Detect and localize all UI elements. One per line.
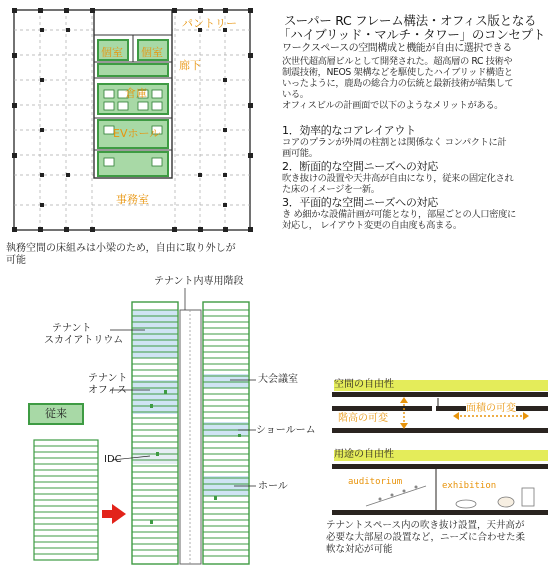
point-3-heading: 3．平面的な空間ニーズへの対応 bbox=[282, 196, 438, 209]
label-room-a: 個室 bbox=[101, 46, 123, 59]
label-conference: 大会議室 bbox=[258, 374, 298, 385]
label-ev-hall: EVホール bbox=[113, 127, 161, 140]
label-tenant-stair: テナント内専用階段 bbox=[154, 276, 244, 287]
label-hall: ホール bbox=[258, 481, 288, 492]
label-office: 事務室 bbox=[116, 193, 149, 206]
point-1-heading: 1．効率的なコアレイアウト bbox=[282, 124, 416, 137]
title-line-2: 「ハイブリッド・マルチ・タワー」のコンセプト bbox=[278, 27, 546, 42]
label-room-b: 個室 bbox=[141, 46, 163, 59]
label-conventional: 従来 bbox=[45, 407, 67, 420]
label-office-tenant: オフィス bbox=[88, 385, 127, 396]
label-showroom: ショールーム bbox=[256, 425, 316, 436]
freedom-panels bbox=[326, 376, 556, 576]
label-ceiling-variable: 階高の可変 bbox=[338, 413, 388, 424]
label-corridor: 廊下 bbox=[179, 59, 201, 72]
floor-plan bbox=[0, 0, 262, 242]
label-space-freedom: 空間の自由性 bbox=[334, 379, 394, 390]
label-tenant-2: テナント bbox=[88, 373, 128, 384]
point-2-heading: 2．断面的な空間ニーズへの対応 bbox=[282, 160, 438, 173]
label-use-freedom: 用途の自由性 bbox=[334, 449, 394, 460]
title-line-1: スーパー RC フレーム構法・オフィス版となる bbox=[284, 13, 537, 28]
label-area-variable: 面積の可変 bbox=[466, 403, 516, 414]
label-pantry: パントリー bbox=[182, 17, 237, 30]
label-idc: IDC bbox=[104, 454, 122, 465]
conventional-box bbox=[28, 403, 84, 425]
section-diagram bbox=[0, 270, 330, 576]
floor-plan-caption: 執務空間の床組みは小梁のため，自由に取り外しが 可能 bbox=[6, 243, 236, 266]
label-sky-atrium: スカイアトリウム bbox=[44, 335, 124, 346]
label-storage: 倉庫 bbox=[125, 87, 147, 100]
freedom-caption: テナントスペース内の吹き抜け設置，天井高が 必要な大部屋の設置など，ニーズに合わせた柔 軟な対応が可能 bbox=[326, 520, 526, 555]
label-tenant-1: テナント bbox=[52, 323, 92, 334]
label-exhibition: exhibition bbox=[442, 481, 497, 491]
label-auditorium: auditorium bbox=[348, 477, 403, 487]
